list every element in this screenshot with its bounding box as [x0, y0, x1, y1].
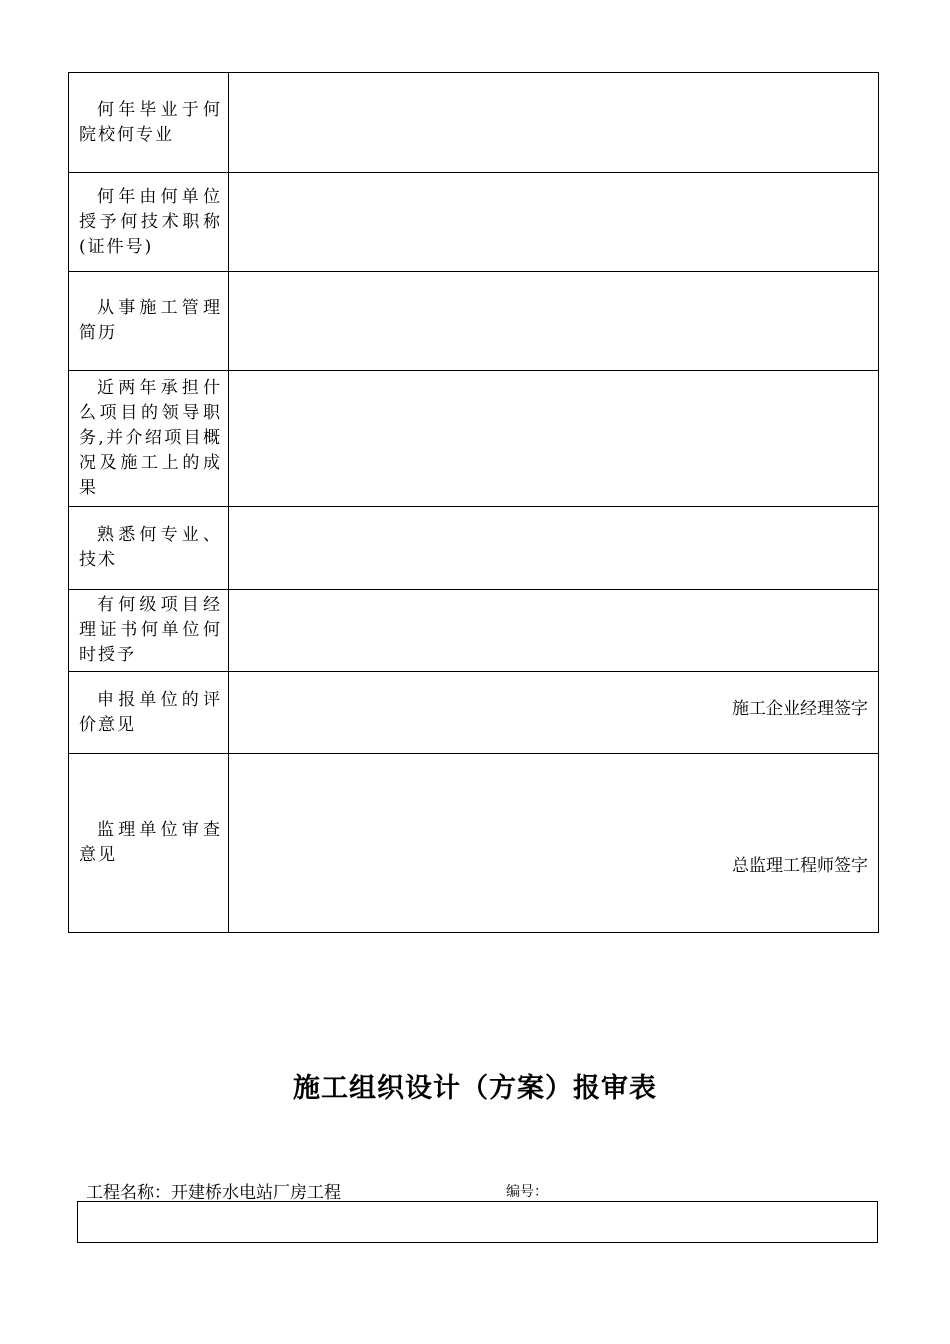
row-value-field[interactable] [229, 590, 879, 672]
table-row [69, 272, 879, 371]
table-row [69, 173, 879, 272]
row-label: 何年毕业于何院校何专业 [69, 73, 229, 173]
row-label: 有何级项目经理证书何单位何时授予 [69, 590, 229, 672]
table-row [69, 754, 879, 933]
row-value-field[interactable] [229, 507, 879, 590]
supervisor-signature-label: 总监理工程师签字 [732, 856, 868, 876]
table-row [69, 507, 879, 590]
row-value-field[interactable] [229, 371, 879, 507]
row-value-field[interactable] [229, 173, 879, 272]
row-value-field[interactable] [229, 672, 879, 754]
form-title: 施工组织设计（方案）报审表 [293, 1073, 657, 1104]
row-label: 近两年承担什么项目的领导职务,并介绍项目概况及施工上的成果 [69, 371, 229, 507]
row-label: 申报单位的评价意见 [69, 672, 229, 754]
row-value-field[interactable] [229, 272, 879, 371]
manager-signature-label: 施工企业经理签字 [732, 699, 868, 719]
row-value-field[interactable] [229, 754, 879, 933]
row-label: 何年由何单位授予何技术职称(证件号) [69, 173, 229, 272]
row-label: 从事施工管理简历 [69, 272, 229, 371]
row-value-field[interactable] [229, 73, 879, 173]
row-label: 监理单位审查意见 [69, 754, 229, 933]
table-row [69, 672, 879, 754]
row-label: 熟悉何专业、技术 [69, 507, 229, 590]
table-row [69, 371, 879, 507]
number-label: 编号： [506, 1184, 548, 1200]
form-box[interactable] [77, 1201, 878, 1243]
table-row [69, 590, 879, 672]
project-name: 工程名称：开建桥水电站厂房工程 [86, 1183, 341, 1203]
personnel-info-table [68, 72, 879, 933]
table-row [69, 73, 879, 173]
